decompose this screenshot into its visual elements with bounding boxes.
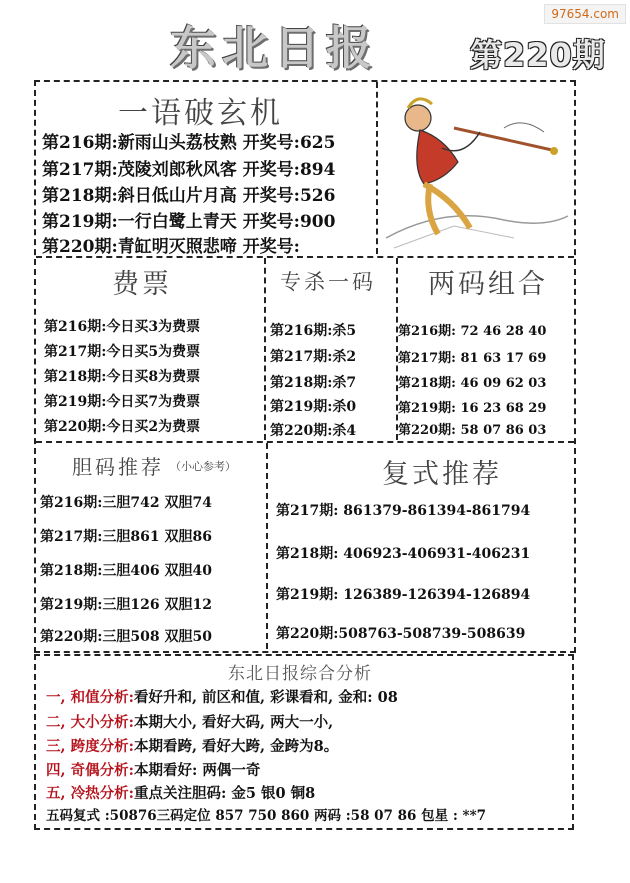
site-watermark: 97654.com — [544, 4, 626, 24]
yiyu-row: 第220期:青缸明灭照悲啼 开奖号: — [42, 237, 300, 257]
feipiao-title: 费票 — [112, 269, 172, 300]
summary-row: 四, 奇偶分析:本期看好: 两偶一奇 — [46, 762, 261, 779]
fushi-row: 第219期: 126389-126394-126894 — [276, 587, 531, 603]
zhuansha-row: 第217期:杀2 — [270, 349, 357, 365]
summary-row: 五, 冷热分析:重点关注胆码: 金5 银0 铜8 — [46, 785, 316, 802]
danma-row: 第216期:三胆742 双胆74 — [40, 495, 212, 511]
danma-note: （小心参考） — [170, 460, 236, 473]
feipiao-row: 第218期:今日买8为费票 — [44, 369, 201, 385]
yiyu-row: 第217期:茂陵刘郎秋风客 开奖号:894 — [42, 160, 336, 180]
feipiao-row: 第217期:今日买5为费票 — [44, 344, 201, 360]
liangma-row: 第218期: 46 09 62 03 — [398, 376, 547, 391]
fushi-row: 第220期:508763-508739-508639 — [276, 626, 526, 642]
fushi-row: 第218期: 406923-406931-406231 — [276, 546, 531, 562]
liangma-row: 第217期: 81 63 17 69 — [398, 351, 547, 366]
feipiao-row: 第216期:今日买3为费票 — [44, 319, 201, 335]
zhuansha-row: 第216期:杀5 — [270, 323, 357, 339]
summary-footer: 五码复式 :50876三码定位 857 750 860 两码 :58 07 86 包星 : **7 — [46, 808, 487, 824]
divider-row2 — [36, 441, 574, 443]
zhuansha-row: 第220期:杀4 — [270, 423, 357, 439]
yiyu-title: 一语破玄机 — [118, 96, 283, 131]
feipiao-row: 第219期:今日买7为费票 — [44, 394, 201, 410]
issue-number: 第220期 — [470, 36, 606, 74]
zhuansha-row: 第219期:杀0 — [270, 399, 357, 415]
danma-row: 第220期:三胆508 双胆50 — [40, 629, 212, 645]
fushi-row: 第217期: 861379-861394-861794 — [276, 503, 531, 519]
summary-row: 一, 和值分析:看好升和, 前区和值, 彩课看和, 金和: 08 — [46, 689, 398, 706]
zhuansha-title: 专杀一码 — [280, 270, 376, 294]
newspaper-title: 东北日报 — [170, 21, 378, 75]
summary-row: 二, 大小分析:本期大小, 看好大码, 两大一小, — [46, 714, 334, 731]
liangma-row: 第220期: 58 07 86 03 — [398, 423, 547, 438]
danma-row: 第219期:三胆126 双胆12 — [40, 597, 212, 613]
danma-title: 胆码推荐 — [72, 455, 164, 479]
liangma-row: 第216期: 72 46 28 40 — [398, 324, 547, 339]
danma-row: 第217期:三胆861 双胆86 — [40, 529, 212, 545]
yiyu-row: 第219期:一行白鹭上青天 开奖号:900 — [42, 212, 336, 232]
zhuansha-row: 第218期:杀7 — [270, 375, 357, 391]
feipiao-row: 第220期:今日买2为费票 — [44, 419, 201, 435]
yiyu-row: 第218期:斜日低山片月高 开奖号:526 — [42, 186, 336, 206]
divider-top-vertical — [376, 82, 378, 254]
summary-title: 东北日报综合分析 — [228, 664, 372, 684]
summary-row: 三, 跨度分析:本期看跨, 看好大跨, 金跨为8。 — [46, 738, 339, 755]
danma-row: 第218期:三胆406 双胆40 — [40, 563, 212, 579]
monkey-king-illustration — [384, 88, 570, 252]
divider-bottom-vertical — [266, 443, 268, 649]
fushi-title: 复式推荐 — [382, 459, 502, 490]
yiyu-row: 第216期:新雨山头荔枝熟 开奖号:625 — [42, 133, 336, 153]
liangma-row: 第219期: 16 23 68 29 — [398, 401, 547, 416]
liangma-title: 两码组合 — [428, 269, 548, 300]
divider-mid-vertical-1 — [264, 258, 266, 440]
